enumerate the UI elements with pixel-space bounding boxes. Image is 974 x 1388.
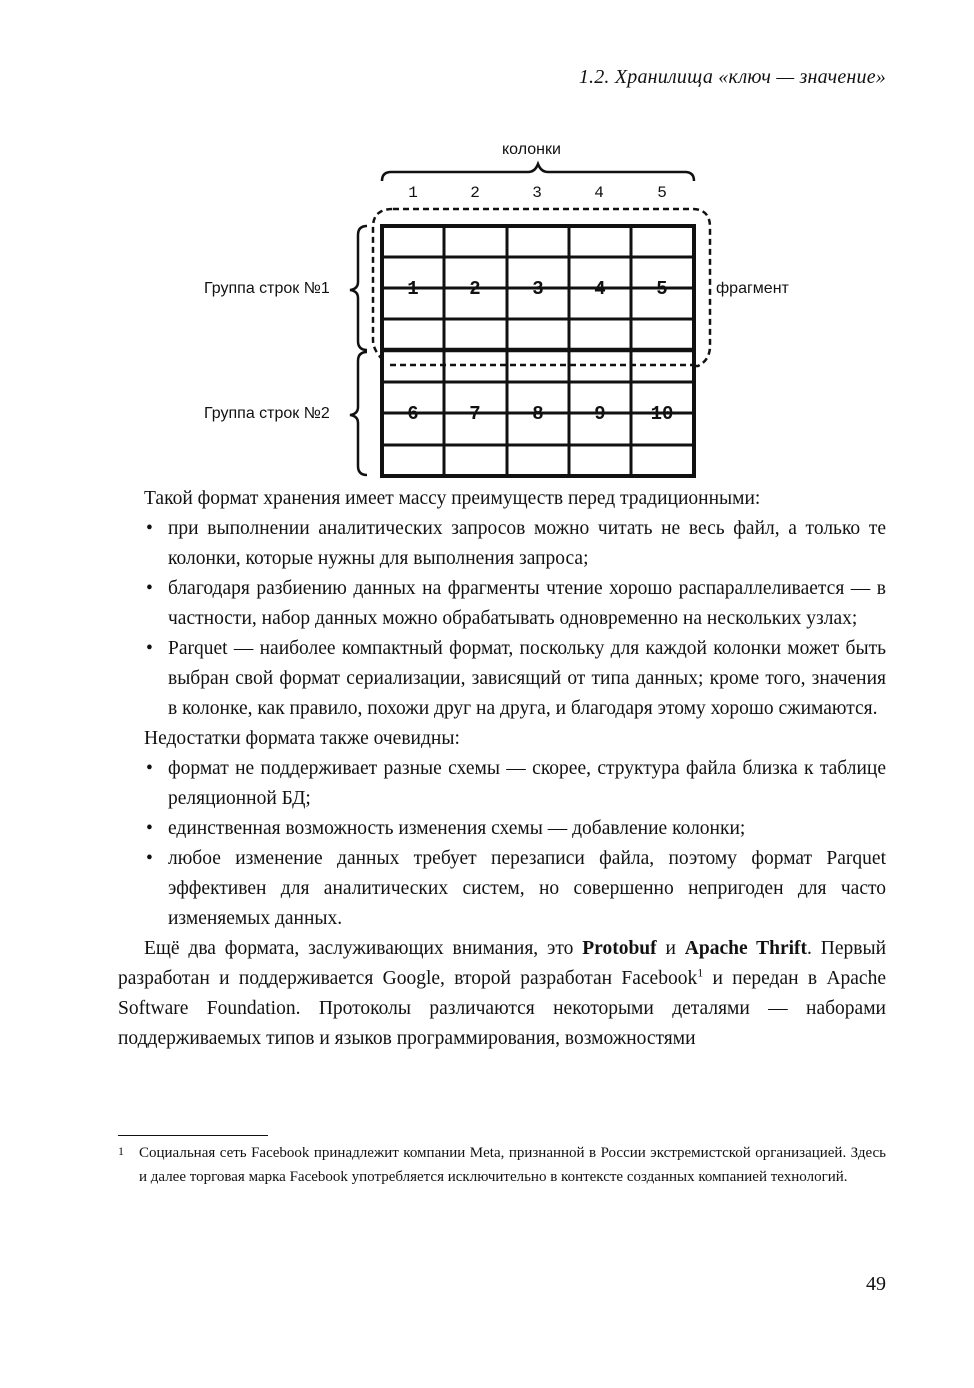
disadvantages-list bbox=[118, 754, 886, 934]
grid-cell-value: 4 bbox=[594, 278, 606, 300]
list-item: • Parquet — наиболее компактный формат, поскольку для каждой колонки может быть выбран свой формат сериализации, зависящий от типа данных; кроме того, значения в колонке, как правило, похожи друг на друга, и благодаря этому хорошо сжимаются. bbox=[118, 634, 886, 724]
row-group-1-brace-icon bbox=[350, 226, 367, 350]
list-item: • единственная возможность изменения схемы — добавление колонки; bbox=[118, 814, 886, 844]
row-group-2-brace-icon bbox=[350, 352, 367, 475]
columns-brace-icon bbox=[382, 164, 694, 181]
footnote-mark: 1 bbox=[118, 1144, 124, 1158]
disadvantages-intro: Недостатки формата также очевидны: bbox=[144, 728, 460, 749]
fragment-label: фрагмент bbox=[716, 280, 789, 297]
row-group-2-label: Группа строк №2 bbox=[204, 405, 330, 422]
data-grid bbox=[382, 226, 694, 476]
column-number: 5 bbox=[657, 184, 667, 202]
list-item: • формат не поддерживает разные схемы — скорее, структура файла близка к таблице реляционной БД; bbox=[118, 754, 886, 814]
running-header: 1.2. Хранилища «ключ — значение» bbox=[578, 66, 886, 88]
parquet-layout-diagram bbox=[0, 0, 974, 490]
advantages-list bbox=[118, 514, 886, 724]
list-item: • благодаря разбиению данных на фрагменты чтение хорошо распараллеливается — в частности, набор данных можно обрабатывать одновременно на нескольких узлах; bbox=[118, 574, 886, 634]
row-group-1-label: Группа строк №1 bbox=[204, 280, 330, 297]
grid-cell-value: 2 bbox=[469, 278, 481, 300]
grid-cell-value: 7 bbox=[469, 403, 481, 425]
grid-cell-value: 8 bbox=[532, 403, 544, 425]
column-number: 2 bbox=[470, 184, 480, 202]
footnote-divider bbox=[118, 1135, 268, 1136]
apache-thrift-term: Apache Thrift bbox=[684, 938, 808, 959]
grid-cell-value: 1 bbox=[407, 278, 419, 300]
text-span: Ещё два формата, заслуживающих внимания, это bbox=[144, 938, 583, 959]
grid-cell-value: 5 bbox=[656, 278, 668, 300]
columns-label: колонки bbox=[502, 141, 561, 158]
list-item: • при выполнении аналитических запросов можно читать не весь файл, а только те колонки, которые нужны для выполнения запроса; bbox=[118, 514, 886, 574]
grid-cell-value: 10 bbox=[650, 403, 674, 425]
final-paragraph bbox=[118, 934, 886, 1054]
text-span: и bbox=[656, 938, 685, 959]
body-text bbox=[118, 484, 886, 1054]
list-item: • любое изменение данных требует перезаписи файла, поэтому формат Parquet эффективен для аналитических систем, но совершенно непригоден для часто изменяемых данных. bbox=[118, 844, 886, 934]
footnote-text: Социальная сеть Facebook принадлежит компании Meta, признанной в России экстремистской организацией. Здесь и далее торговая марка Facebook употребляется исключительно в контексте созданных компанией технологий. bbox=[139, 1145, 886, 1185]
protobuf-term: Protobuf bbox=[582, 938, 657, 959]
grid-cell-value: 6 bbox=[407, 403, 419, 425]
grid-cell-value: 9 bbox=[594, 403, 606, 425]
text-span: . Первый разработан и поддерживается Google, второй разработан Facebook bbox=[118, 938, 887, 989]
page-number: 49 bbox=[866, 1273, 886, 1295]
advantages-intro: Такой формат хранения имеет массу преимуществ перед традиционными: bbox=[144, 488, 761, 509]
column-number: 3 bbox=[532, 184, 542, 202]
column-number: 4 bbox=[594, 184, 604, 202]
grid-cell-value: 3 bbox=[532, 278, 544, 300]
footnote-reference[interactable]: 1 bbox=[697, 965, 704, 980]
footnote bbox=[118, 1141, 886, 1189]
text-span: и передан в Apache Software Foundation. Протоколы различаются некоторыми деталями — наборами поддерживаемых типов и языков программирования, возможностями bbox=[118, 968, 886, 1049]
column-number: 1 bbox=[408, 184, 418, 202]
